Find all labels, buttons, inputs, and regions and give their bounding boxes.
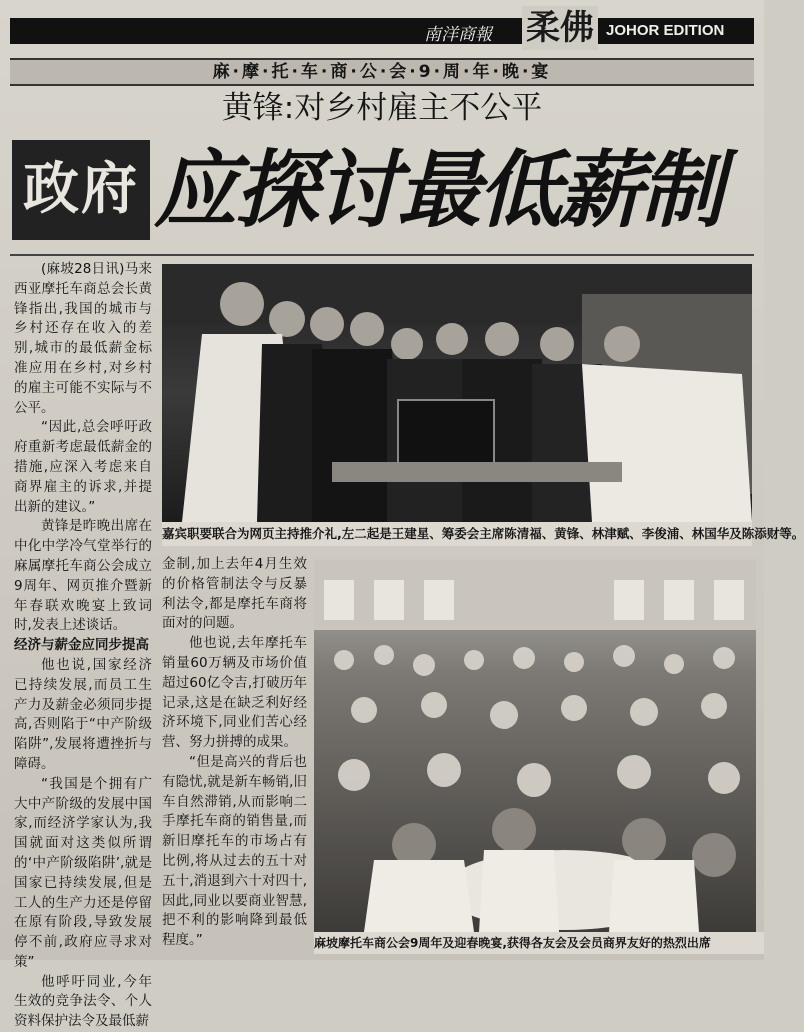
article-paragraph: “但是高兴的背后也有隐忧,就是新车畅销,旧车自然滞销,从而影响二手摩托车商的销售量,而新旧摩托车的市场占有比例,将从过去的五十对五十,消退到六十对四十,因此,同业以要商业智慧,把不利的影响降到最低程度。”	[162, 753, 307, 949]
article-paragraph: “我国是个拥有广大中产阶级的发展中国家,而经济学家认为,我国就面对这类似所谓的‘中产阶级陷阱’,就是国家已持续发展,但是工人的生产力还是停留在原有阶段,导致发展停不前,政府应寻求对策”	[14, 775, 152, 970]
headline-tag: 政府	[12, 140, 150, 240]
edition-label: JOHOR EDITION	[606, 22, 725, 39]
main-headline: 应探讨最低薪制	[154, 141, 722, 239]
banquet-crowd-photo	[314, 560, 756, 932]
article-paragraph: “因此,总会呼吁政府重新考虑最低薪金的措施,应深入考虑来自商界雇主的诉求,并提出新的建议。”	[14, 419, 152, 515]
launch-ceremony-photo	[162, 264, 752, 522]
banquet-hall-graphic	[314, 560, 756, 932]
paper-name: 南洋商報	[424, 25, 492, 45]
article-paragraph: 黄锋是昨晚出席在中化中学冷气堂举行的麻属摩托车商公会成立9周年、网页推介暨新年春联欢晚宴上致词时,发表上述谈话。	[14, 518, 152, 634]
event-banner: 麻·摩·托·车·商·公·会·9·周·年·晚·宴	[10, 58, 754, 86]
article-paragraph: 金制,加上去年4月生效的价格管制法令与反暴利法令,都是摩托车商将面对的问题。	[162, 556, 307, 632]
article-paragraph: 他也说,去年摩托车销量60万辆及市场价值超过60亿令吉,打破历年记录,这是在缺乏利好经济环境下,同业们苦心经营、努力拼搏的成果。	[162, 635, 307, 751]
kicker-headline: 黄锋:对乡村雇主不公平	[221, 90, 543, 126]
article-column-1	[14, 260, 152, 1030]
article-paragraph: (麻坡28日讯)马来西亚摩托车商总会长黄锋指出,我国的城市与乡村还存在收入的差别,城市的最低薪金标准应用在乡村,对乡村的雇主可能不实际与不公平。	[14, 261, 152, 416]
stage-lights-graphic	[162, 264, 752, 522]
photo-caption-2: 麻坡摩托车商公会9周年及迎春晚宴,获得各友会及会员商界友好的热烈出席	[314, 932, 764, 954]
photo-caption-1: 嘉宾职要联合为网页主持推介礼,左二起是王建星、筹委会主席陈清福、黄锋、林津赋、李俊浦、林国华及陈添财等。	[162, 522, 752, 546]
article-column-2	[162, 555, 307, 950]
article-subhead: 经济与薪金应同步提高	[14, 637, 149, 654]
article-paragraph: 他呼吁同业,今年生效的竞争法令、个人资料保护法令及最低薪	[14, 973, 152, 1030]
edition-city: 柔佛	[522, 6, 598, 50]
article-paragraph: 他也说,国家经济已持续发展,而员工生产力及薪金必须同步提高,否则陷于“中产阶级陷阱”,发展将遭挫折与障碍。	[14, 656, 152, 772]
divider	[10, 254, 754, 256]
masthead	[10, 8, 754, 48]
